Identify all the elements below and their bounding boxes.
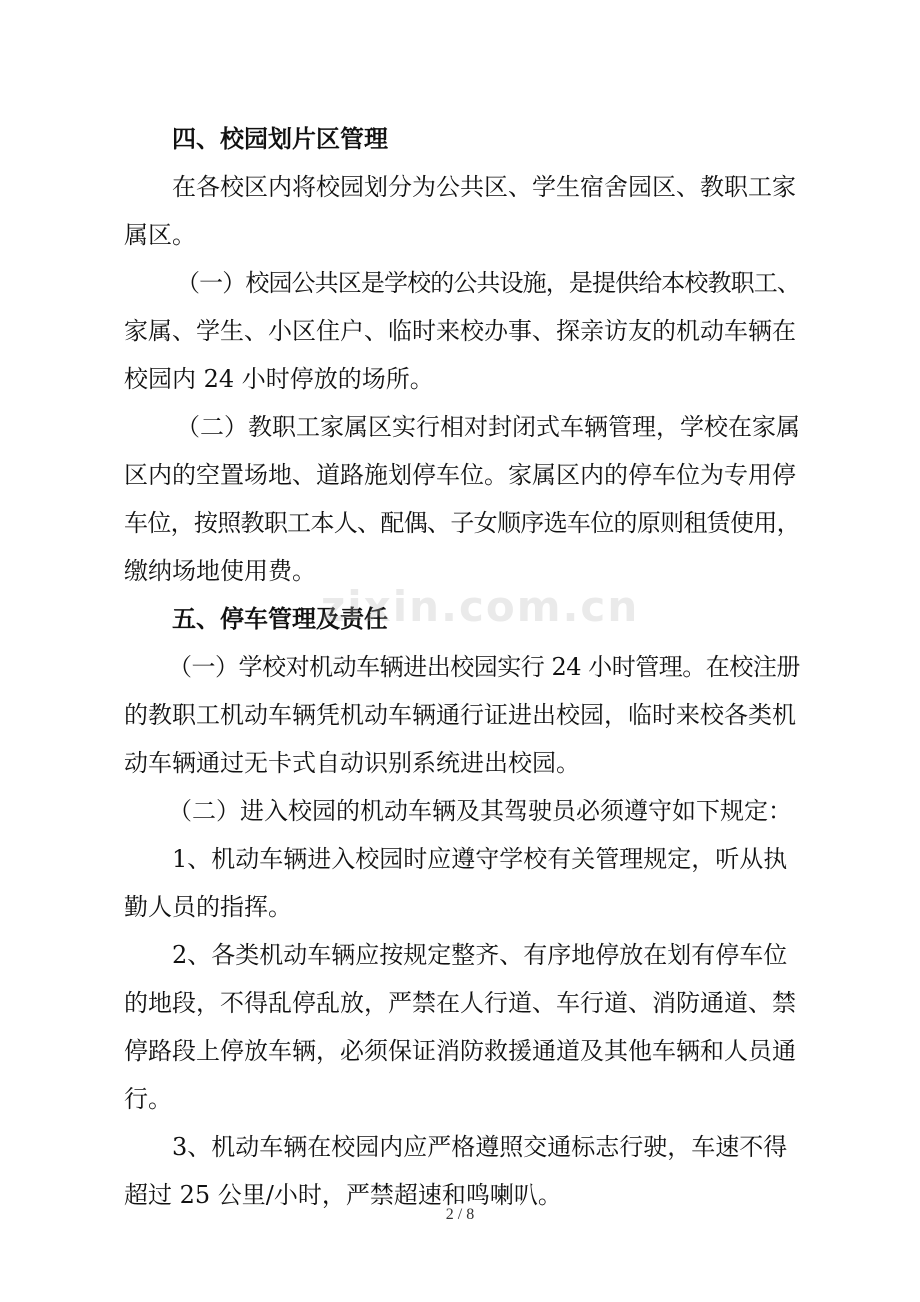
paragraph-line: 的教职工机动车辆凭机动车辆通行证进出校园，临时来校各类机	[124, 701, 796, 729]
paragraph-line: 停路段上停放车辆，必须保证消防救援通道及其他车辆和人员通	[124, 1037, 796, 1065]
paragraph-line: （二）进入校园的机动车辆及其驾驶员必须遵守如下规定：	[168, 797, 792, 825]
paragraph-line: 车位，按照教职工本人、配偶、子女顺序选车位的原则租赁使用，	[124, 509, 800, 537]
paragraph-line: 3、机动车辆在校园内应严格遵照交通标志行驶，车速不得	[172, 1133, 788, 1161]
paragraph-line: 家属、学生、小区住户、临时来校办事、探亲访友的机动车辆在	[124, 317, 796, 345]
section-heading-5: 五、停车管理及责任	[172, 605, 388, 633]
paragraph-line: 的地段，不得乱停乱放，严禁在人行道、车行道、消防通道、禁	[124, 989, 796, 1017]
section-heading-4: 四、校园划片区管理	[172, 125, 388, 153]
paragraph-line: 动车辆通过无卡式自动识别系统进出校园。	[124, 749, 580, 777]
paragraph-line: 缴纳场地使用费。	[124, 557, 316, 585]
paragraph-line: 属区。	[124, 221, 196, 249]
paragraph-line: 勤人员的指挥。	[124, 893, 292, 921]
paragraph-line: 2、各类机动车辆应按规定整齐、有序地停放在划有停车位	[172, 941, 788, 969]
paragraph-line: 校园内 24 小时停放的场所。	[124, 365, 434, 393]
page-number: 2 / 8	[445, 1206, 475, 1223]
paragraph-line: 在各校区内将校园划分为公共区、学生宿舍园区、教职工家	[172, 173, 796, 201]
paragraph-line: 行。	[124, 1085, 172, 1113]
paragraph-line: （一）学校对机动车辆进出校园实行 24 小时管理。在校注册	[168, 653, 800, 681]
watermark: zixin.com.cn	[320, 582, 640, 631]
paragraph-line: 区内的空置场地、道路施划停车位。家属区内的停车位为专用停	[124, 461, 796, 489]
paragraph-line: 1、机动车辆进入校园时应遵守学校有关管理规定，听从执	[172, 845, 788, 873]
paragraph-line: （一）校园公共区是学校的公共设施，是提供给本校教职工、	[176, 269, 800, 297]
paragraph-line: 超过 25 公里/小时，严禁超速和鸣喇叭。	[124, 1181, 562, 1209]
paragraph-line: （二）教职工家属区实行相对封闭式车辆管理，学校在家属	[176, 413, 800, 441]
